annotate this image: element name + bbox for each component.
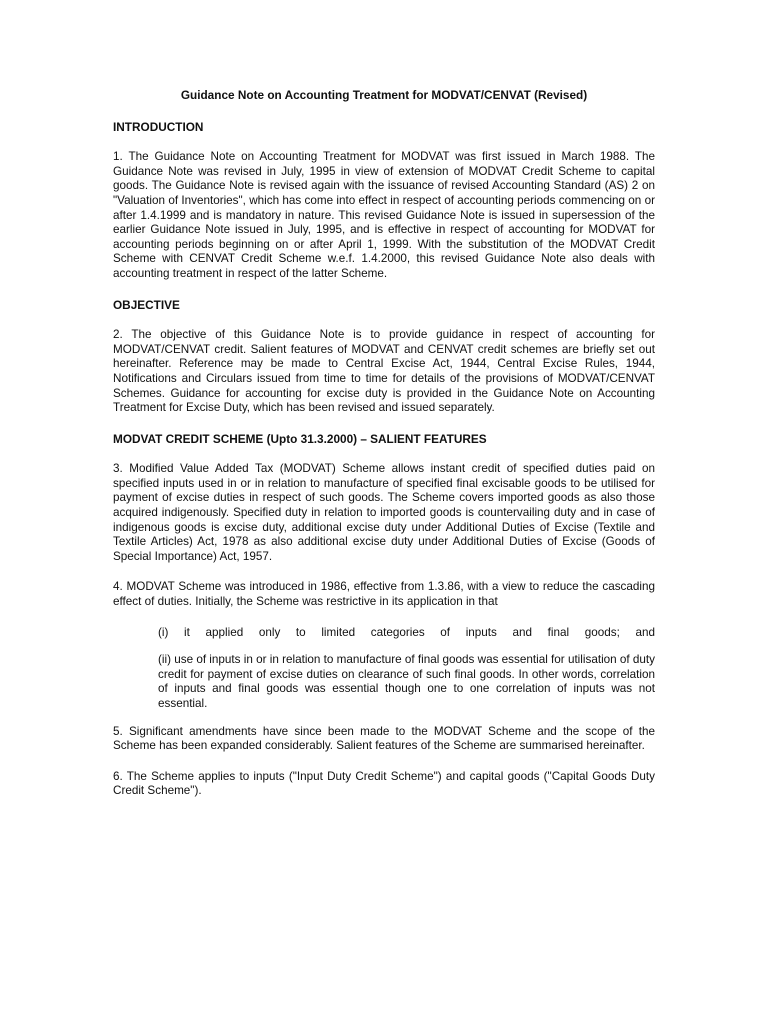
paragraph-2: 2. The objective of this Guidance Note is to provide guidance in respect of accounting for MODVAT/CENVAT credit. Salient features of MODVAT and CENVAT credit schemes are briefly set out hereinafter. Reference may be made to Central Excise Act, 1944, Central Excise Rules, 1944, Notifications and Circulars issued from time to time for details of the provisions of MODVAT/CENVAT Schemes. Guidance for accounting for excise duty is provided in the Guidance Note on Accounting Treatment for Excise Duty, which has been revised and issued separately. [113,328,655,415]
section-heading-introduction: INTRODUCTION [113,119,204,134]
section-heading-modvat: MODVAT CREDIT SCHEME (Upto 31.3.2000) – SALIENT FEATURES [113,431,487,446]
paragraph-4: 4. MODVAT Scheme was introduced in 1986, effective from 1.3.86, with a view to reduce the cascading effect of duties. Initially, the Scheme was restrictive in its application in that [113,580,655,609]
paragraph-4-item-i: (i) it applied only to limited categories of inputs and final goods; and [158,625,655,639]
paragraph-5: 5. Significant amendments have since been made to the MODVAT Scheme and the scope of the Scheme has been expanded considerably. Salient features of the Scheme are summarised hereinafter. [113,724,655,753]
paragraph-4-item-ii: (ii) use of inputs in or in relation to manufacture of final goods was essential for utilisation of duty credit for payment of excise duties on clearance of such final goods. In other words, correlation of inputs and final goods was essential though one to one correlation of inputs was not essential. [158,653,655,710]
paragraph-3: 3. Modified Value Added Tax (MODVAT) Scheme allows instant credit of specified duties paid on specified inputs used in or in relation to manufacture of specified final excisable goods to be utilised for payment of excise duties in respect of such goods. The Scheme covers imported goods as also those acquired indigenously. Specified duty in relation to imported goods is countervailing duty and in case of indigenous goods is excise duty, additional excise duty under Additional Duties of Excise (Textile and Textile Articles) Act, 1978 as also additional excise duty under Additional Duties of Excise (Goods of Special Importance) Act, 1957. [113,462,655,563]
document-title: Guidance Note on Accounting Treatment for MODVAT/CENVAT (Revised) [180,88,588,102]
section-heading-objective: OBJECTIVE [113,297,180,312]
document-page [113,88,655,815]
paragraph-1: 1. The Guidance Note on Accounting Treatment for MODVAT was first issued in March 1988. The Guidance Note was revised in July, 1995 in view of extension of MODVAT Credit Scheme to capital goods. The Guidance Note is revised again with the issuance of revised Accounting Standard (AS) 2 on "Valuation of Inventories", which has come into effect in respect of accounting periods commencing on or after 1.4.1999 and is mandatory in nature. This revised Guidance Note is issued in supersession of the earlier Guidance Note issued in July, 1995, and is effective in respect of accounting for MODVAT for accounting periods beginning on or after April 1, 1999. With the substitution of the MODVAT Credit Scheme with CENVAT Credit Scheme w.e.f. 1.4.2000, this revised Guidance Note also deals with accounting treatment in respect of the latter Scheme. [113,150,655,280]
paragraph-6: 6. The Scheme applies to inputs ("Input Duty Credit Scheme") and capital goods ("Capital Goods Duty Credit Scheme"). [113,769,655,798]
